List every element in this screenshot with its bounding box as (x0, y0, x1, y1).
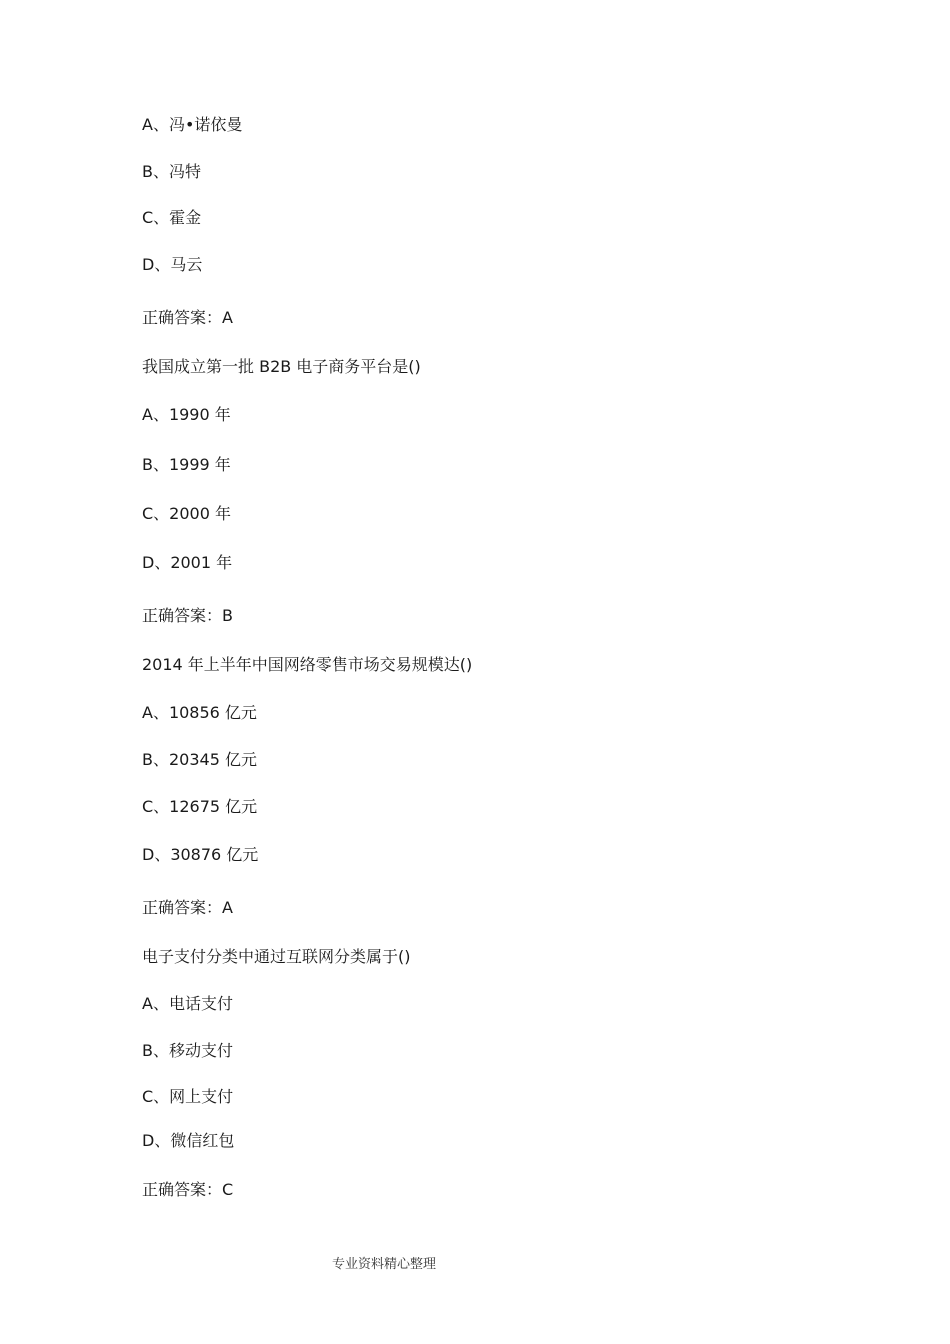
option-b: B、1999 年 (142, 455, 231, 474)
option-c: C、12675 亿元 (142, 797, 258, 816)
option-b: B、移动支付 (142, 1041, 233, 1060)
question-text: 我国成立第一批 B2B 电子商务平台是() (142, 357, 421, 376)
option-a: A、冯•诺依曼 (142, 115, 243, 134)
option-d: D、30876 亿元 (142, 845, 259, 864)
correct-answer: 正确答案：C (142, 1180, 234, 1199)
option-d: D、马云 (142, 255, 203, 274)
option-a: A、10856 亿元 (142, 703, 257, 722)
page-footer: 专业资料精心整理 (331, 1257, 436, 1272)
correct-answer: 正确答案：A (142, 308, 233, 327)
option-a: A、电话支付 (142, 994, 233, 1013)
correct-answer: 正确答案：B (142, 606, 233, 625)
correct-answer: 正确答案：A (142, 898, 233, 917)
option-b: B、冯特 (142, 162, 201, 181)
option-c: C、网上支付 (142, 1087, 234, 1106)
option-d: D、2001 年 (142, 553, 233, 572)
question-text: 2014 年上半年中国网络零售市场交易规模达() (142, 655, 473, 674)
option-c: C、霍金 (142, 208, 202, 227)
option-c: C、2000 年 (142, 504, 231, 523)
option-b: B、20345 亿元 (142, 750, 257, 769)
option-d: D、微信红包 (142, 1131, 235, 1150)
question-text: 电子支付分类中通过互联网分类属于() (142, 947, 411, 966)
option-a: A、1990 年 (142, 405, 231, 424)
